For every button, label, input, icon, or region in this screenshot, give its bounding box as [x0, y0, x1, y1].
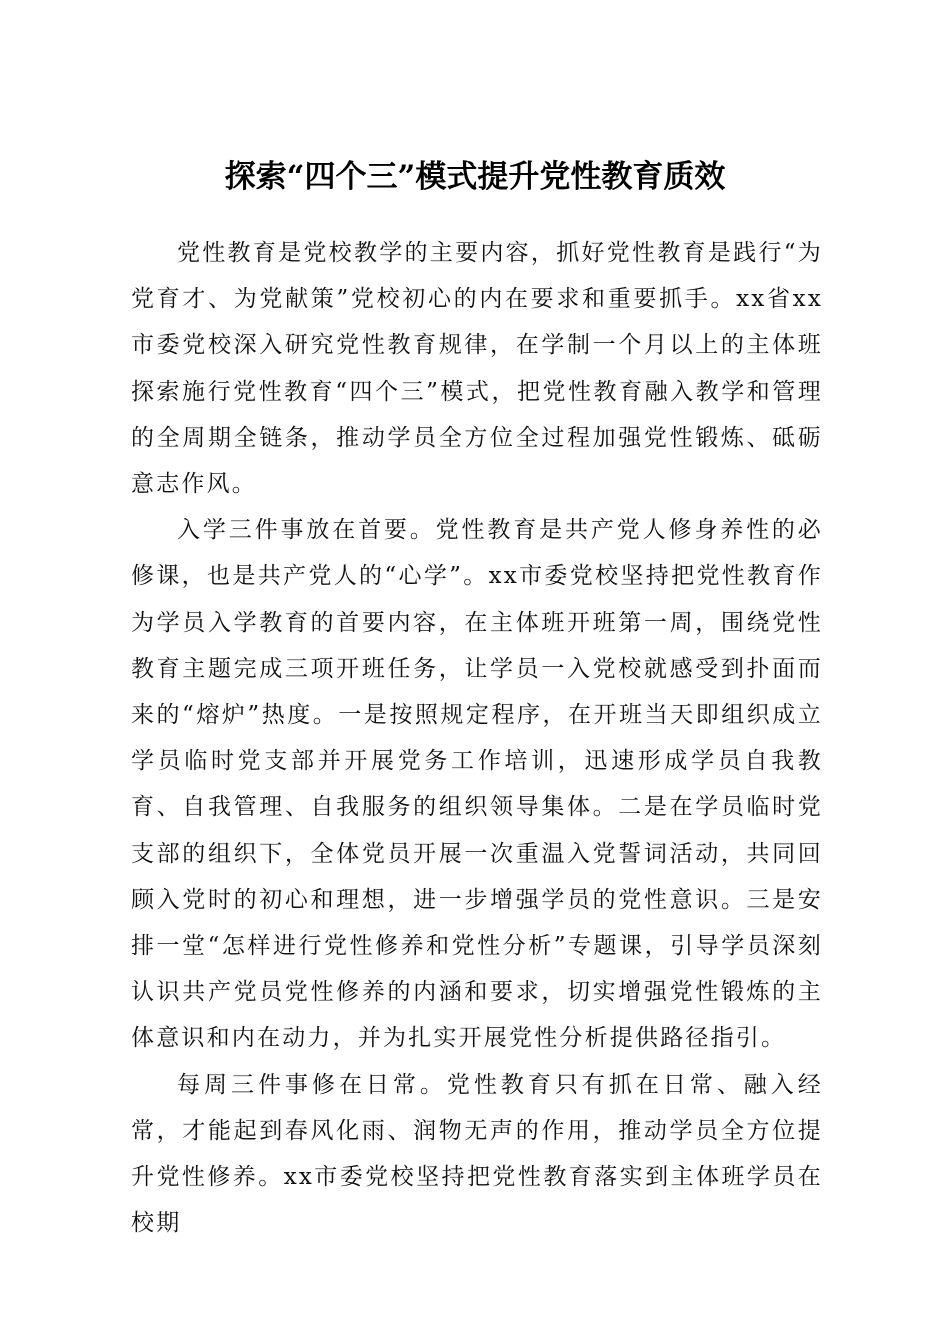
- paragraph-weekly: 每周三件事修在日常。党性教育只有抓在日常、融入经常，才能起到春风化雨、润物无声的作用，推动学员全方位提升党性修养。xx市委党校坚持把党性教育落实到主体班学员在校期: [131, 1071, 823, 1237]
- document-body: [131, 230, 823, 1246]
- paragraph-intro: 党性教育是党校教学的主要内容，抓好党性教育是践行“为党育才、为党献策”党校初心的内在要求和重要抓手。xx省xx市委党校深入研究党性教育规律，在学制一个月以上的主体班探索施行党性教育“四个三”模式，把党性教育融入教学和管理的全周期全链条，推动学员全方位全过程加强党性锻炼、砥砺意志作风。: [131, 240, 823, 498]
- document-title: 探索“四个三”模式提升党性教育质效: [224, 158, 726, 195]
- paragraph-enrollment: 入学三件事放在首要。党性教育是共产党人修身养性的必修课，也是共产党人的“心学”。xx市委党校坚持把党性教育作为学员入学教育的首要内容，在主体班开班第一周，围绕党性教育主题完成三项开班任务，让学员一入党校就感受到扑面而来的“熔炉”热度。一是按照规定程序，在开班当天即组织成立学员临时党支部并开展党务工作培训，迅速形成学员自我教育、自我管理、自我服务的组织领导集体。二是在学员临时党支部的组织下，全体党员开展一次重温入党誓词活动，共同回顾入党时的初心和理想，进一步增强学员的党性意识。三是安排一堂“怎样进行党性修养和党性分析”专题课，引导学员深刻认识共产党员党性修养的内涵和要求，切实增强党性锻炼的主体意识和内在动力，并为扎实开展党性分析提供路径指引。: [131, 517, 823, 1052]
